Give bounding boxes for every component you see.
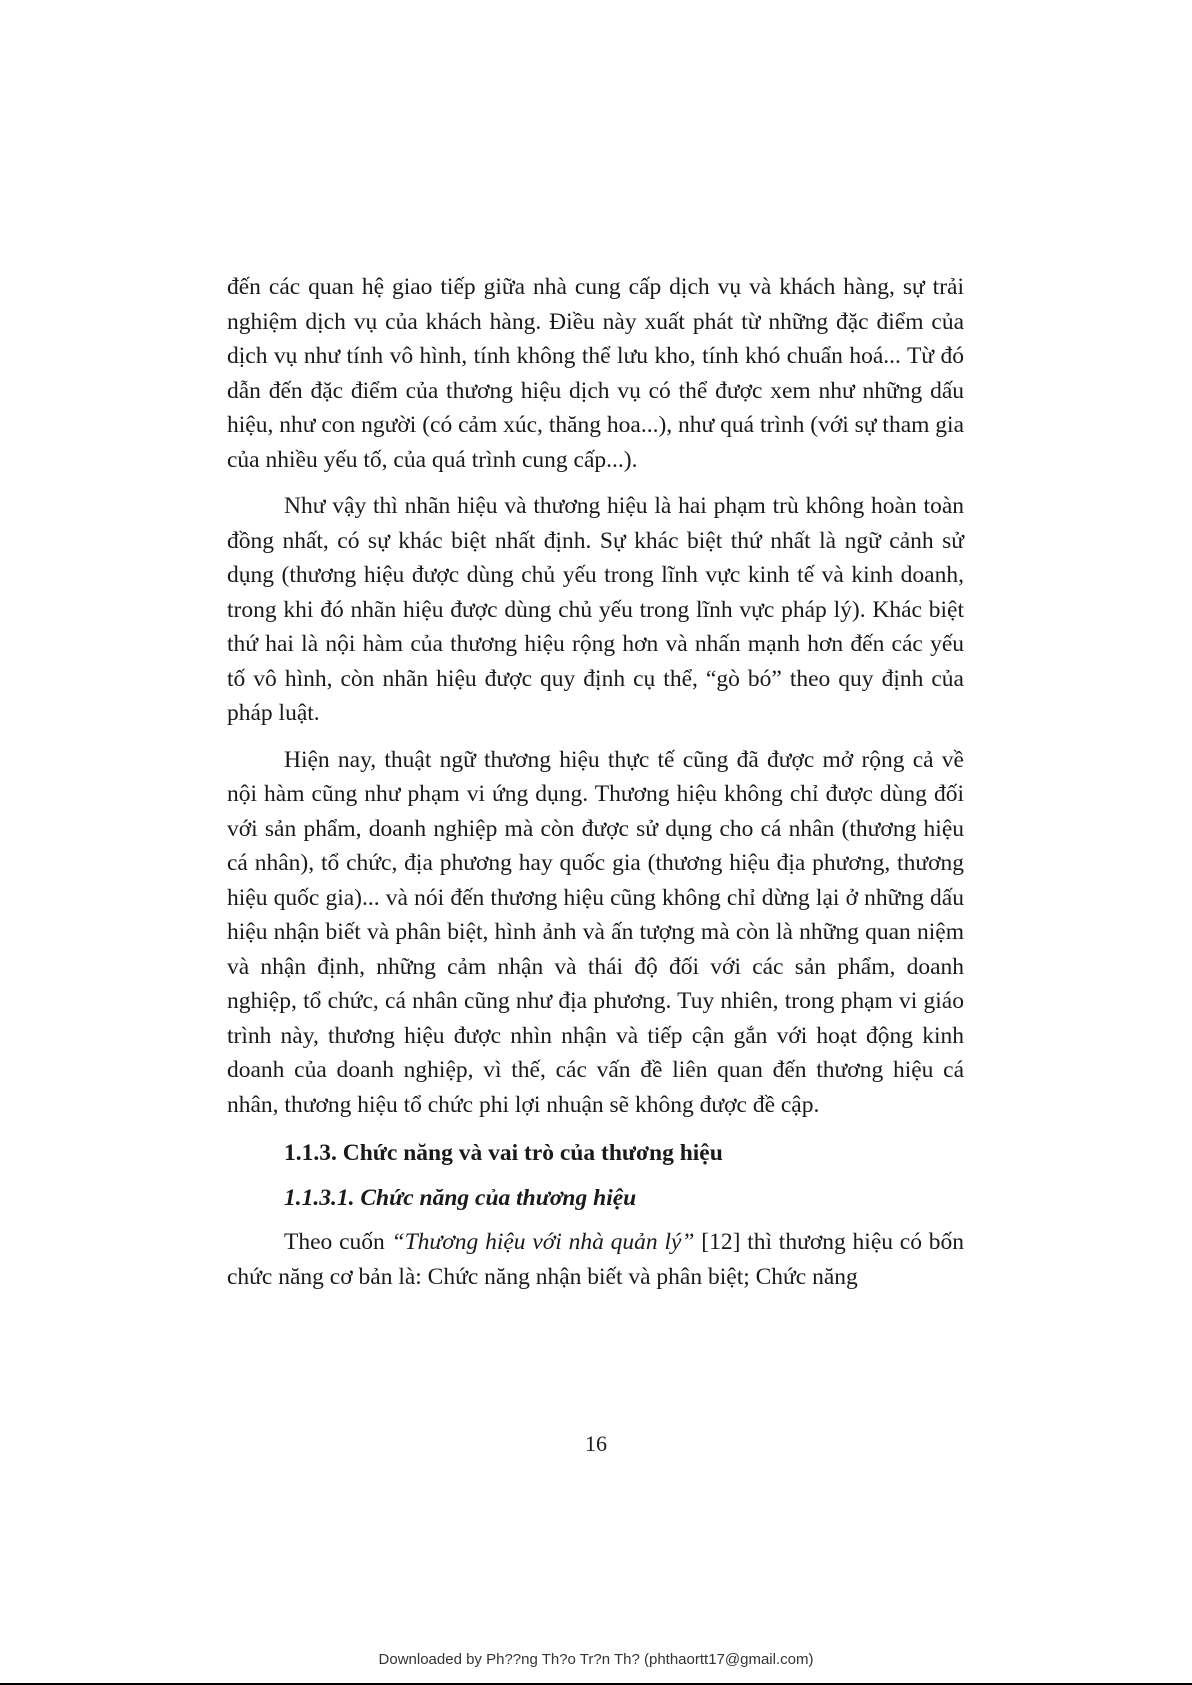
paragraph-brand-scope: Hiện nay, thuật ngữ thương hiệu thực tế cũng đã được mở rộng cả về nội hàm cũng như phạm vi ứng dụng. Thương hiệu không chỉ được dùng đối với sản phẩm, doanh nghiệp mà còn được sử dụng cho cá nhân (thương hiệu cá nhân), tổ chức, địa phương hay quốc gia (thương hiệu địa phương, thương hiệu quốc gia)... và nói đến thương hiệu cũng không chỉ dừng lại ở những dấu hiệu nhận biết và phân biệt, hình ảnh và ấn tượng mà còn là những quan niệm và nhận định, những cảm nhận và thái độ đối với các sản phẩm, doanh nghiệp, tổ chức, cá nhân cũng như địa phương. Tuy nhiên, trong phạm vi giáo trình này, thương hiệu được nhìn nhận và tiếp cận gắn với hoạt động kinh doanh của doanh nghiệp, vì thế, các vấn đề liên quan đến thương hiệu cá nhân, thương hiệu tổ chức phi lợi nhuận sẽ không được đề cập. <box>227 746 964 1118</box>
section-heading: 1.1.3. Chức năng và vai trò của thương hiệu <box>284 1140 723 1166</box>
subsection-heading: 1.1.3.1. Chức năng của thương hiệu <box>284 1184 637 1211</box>
paragraph-lead-text: Theo cuốn <box>284 1229 392 1255</box>
paragraph-brand-functions <box>227 1225 964 1294</box>
book-title: “Thương hiệu với nhà quản lý” <box>391 1229 695 1255</box>
page-number: 16 <box>585 1431 607 1456</box>
paragraph-rest-text: [12] thì thương hiệu có bốn chức năng cơ bản là: Chức năng nhận biết và phân biệt; Chức năng <box>227 1229 965 1290</box>
download-footer: Downloaded by Ph??ng Th?o Tr?n Th? (phthaortt17@gmail.com) <box>378 1651 814 1668</box>
paragraph-service-brand: đến các quan hệ giao tiếp giữa nhà cung cấp dịch vụ và khách hàng, sự trải nghiệm dịch vụ của khách hàng. Điều này xuất phát từ những đặc điểm của dịch vụ như tính vô hình, tính không thể lưu kho, tính khó chuẩn hoá... Từ đó dẫn đến đặc điểm của thương hiệu dịch vụ có thể được xem như những dấu hiệu, như con người (có cảm xúc, thăng hoa...), như quá trình (với sự tham gia của nhiều yếu tố, của quá trình cung cấp...). <box>227 274 964 473</box>
paragraph-label-vs-brand: Như vậy thì nhãn hiệu và thương hiệu là hai phạm trù không hoàn toàn đồng nhất, có sự khác biệt nhất định. Sự khác biệt thứ nhất là ngữ cảnh sử dụng (thương hiệu được dùng chủ yếu trong lĩnh vực kinh tế và kinh doanh, trong khi đó nhãn hiệu được dùng chủ yếu trong lĩnh vực pháp lý). Khác biệt thứ hai là nội hàm của thương hiệu rộng hơn và nhấn mạnh hơn đến các yếu tố vô hình, còn nhãn hiệu được quy định cụ thể, “gò bó” theo quy định của pháp luật. <box>227 493 964 726</box>
page-body <box>227 270 964 1294</box>
